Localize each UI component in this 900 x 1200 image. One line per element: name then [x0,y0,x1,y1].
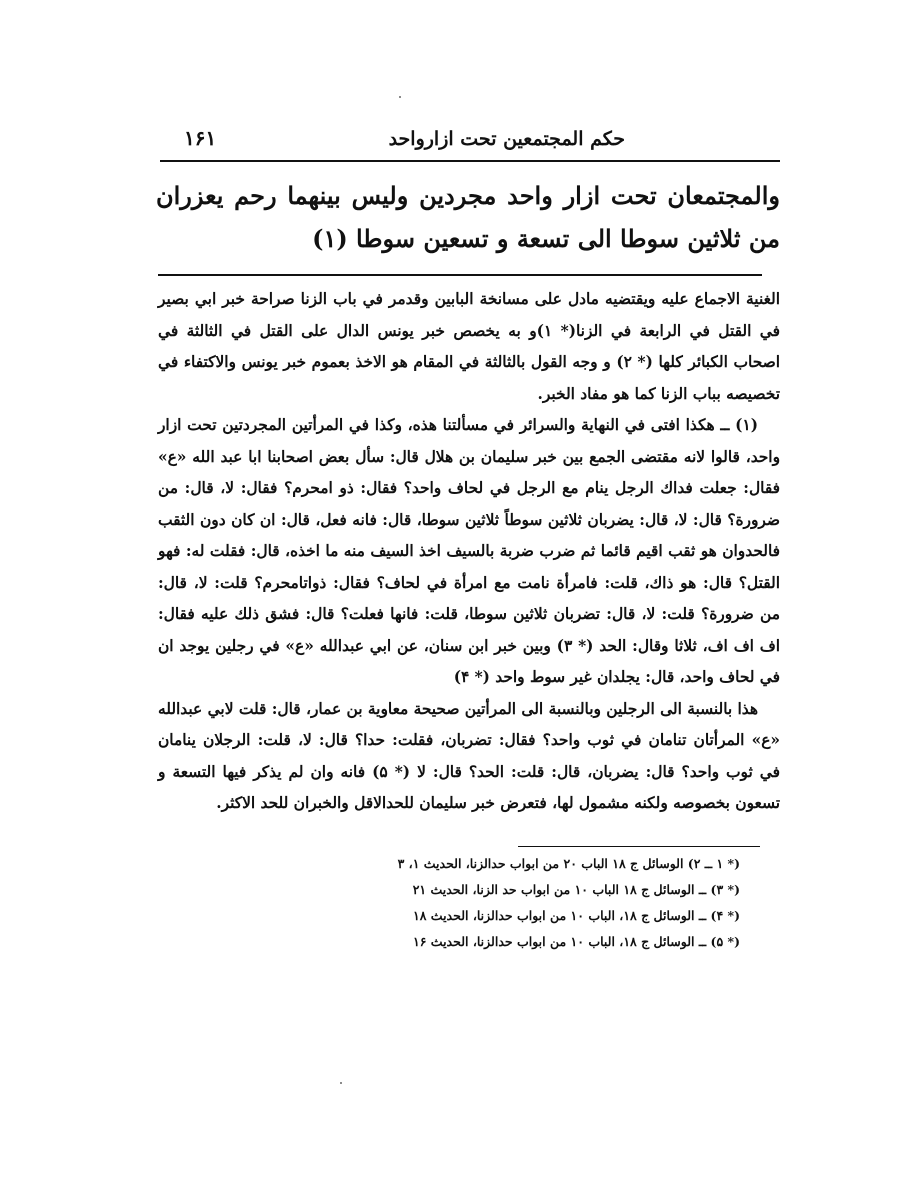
section-divider [158,274,762,276]
scan-speck [340,1082,342,1084]
section-heading: والمجتمعان تحت ازار واحد مجردين وليس بينهما رحم يعزران من ثلاثين سوطا الى تسعة و تسعين سوطا (۱) [156,181,780,253]
footnote-divider [518,846,760,847]
footnotes [140,851,780,955]
running-head [140,122,780,158]
running-head-title: حكم المجتمعين تحت ازارواحد [388,128,625,150]
running-head-rule [160,160,780,162]
body-paragraph: هذا بالنسبة الى الرجلين وبالنسبة الى المرأتين صحيحة معاوية بن عمار، قال: قلت لابي عبدالله «ع» المرأتان تنامان في ثوب واحد؟ فقال: تضربان، فقلت: حدا؟ قال: لا، قلت: الرجلان ينامان في ثوب واحد؟ قال: يضربان، قال: قلت: الحد؟ قال: لا (* ۵) فانه وان لم يذكر فيها التسعة و تسعون بخصوصه ولكنه مشمول لها، فتعرض خبر سليمان للحدالاقل والخبران للحد الاكثر. [158,699,780,812]
footnote: (* ۴) ــ الوسائل ج ۱۸، الباب ۱۰ من ابواب حدالزنا، الحديث ۱۸ [413,907,740,923]
body-paragraph: (۱) ــ هكذا افتى في النهاية والسرائر في مسألتنا هذه، وكذا في المرأتين المجردتين تحت ازار واحد، قالوا لانه مقتضى الجمع بين خبر سليمان بن هلال قال: سأل بعض اصحابنا ابا عبد الله «ع» فقال: جعلت فداك الرجل ينام مع الرجل في لحاف واحد؟ فقال: ذو امحرم؟ فقال: لا، قال: من ضرورة؟ قال: لا، قال: يضربان ثلاثين سوطاً ثلاثين سوطا، قال: فانه فعل، قال: ان كان دون الثقب فالحدوان هو ثقب اقيم قائما ثم ضرب ضربة بالسيف اخذ السيف منه ما اخذه، قال: فقلت له: فهو القتل؟ قال: هو ذاك، قلت: فامرأة نامت مع امرأة في لحاف؟ فقال: ذواتامحرم؟ قلت: لا، قال: من ضرورة؟ قلت: لا، قال: تضربان ثلاثين سوطا، قلت: فانها فعلت؟ قال: فشق ذلك عليه فقال: اف اف اف، ثلاثا وقال: الحد (* ۳) وبين خبر ابن سنان، عن ابي عبدالله «ع» في رجلين يوجد ان في لحاف واحد، قال: يجلدان غير سوط واحد (* ۴) [158,416,781,686]
page-number: ۱۶۱ [184,126,217,150]
footnote: (* ۱ ــ ۲) الوسائل ج ۱۸ الباب ۲۰ من ابواب حدالزنا، الحديث ۱، ۳ [397,855,740,871]
scan-speck [399,96,401,98]
book-page [140,122,780,955]
body-text [140,284,780,820]
footnote: (* ۵) ــ الوسائل ج ۱۸، الباب ۱۰ من ابواب حدالزنا، الحديث ۱۶ [413,933,740,949]
footnote: (* ۳) ــ الوسائل ج ۱۸ الباب ۱۰ من ابواب حد الزنا، الحديث ۲۱ [412,881,740,897]
body-paragraph: الغنية الاجماع عليه ويقتضيه مادل على مسانخة البابين وقدمر في باب الزنا صراحة خبر ابي بصير في القتل في الرابعة في الزنا(* ۱)و به يخصص خبر يونس الدال على القتل في الثالثة في اصحاب الكبائر كلها (* ۲) و وجه القول بالثالثة في المقام هو الاخذ بعموم خبر يونس والاكتفاء في تخصيصه بباب الزنا كما هو مفاد الخبر. [158,290,780,403]
